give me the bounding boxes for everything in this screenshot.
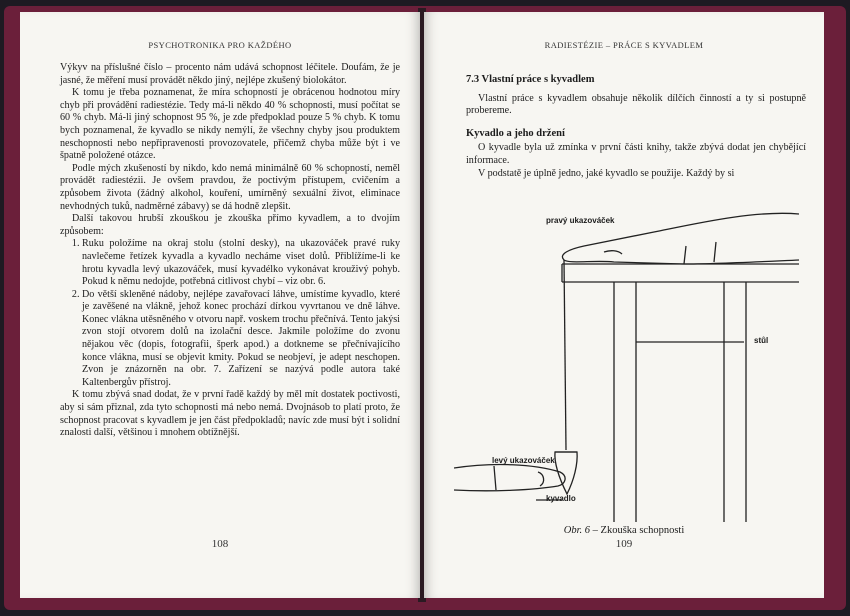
caption-text: – Zkouška schopnosti — [592, 525, 685, 536]
section-title: 7.3 Vlastní práce s kyvadlem — [466, 74, 595, 85]
list-item: 2. Do větší skleněné nádoby, nejlépe zavařovací láhve, umístíme kyvadlo, které je zavěšené na vlákně, jehož konec prochází dírkou vyvrtanou ve dně láhve. Konec vlákna utěsněného v otvoru např. voskem trochu přečnívá. Tento jakýsi zvon stojí otvorem dolů na izolační desce. Jakmile položíme do zvonu nějakou věc (dopis, fotografii, šperk apod.) a dotkneme se přečnívajícího konce vlákna, musí se objevit kmity. Pokud se neobjeví, je adept neschopen. Zvon je znázorněn na obr. 7. Zařízení se nazývá podle autora také Kaltenbergův přístroj. — [82, 289, 400, 390]
left-hand-finger — [454, 465, 565, 491]
pendulum-string — [564, 260, 566, 450]
paragraph: Vlastní práce s kyvadlem obsahuje několik dílčích činností a ty si postupně probereme. — [466, 92, 806, 117]
left-page-text — [60, 62, 400, 440]
right-page — [424, 12, 824, 598]
numbered-list — [60, 238, 400, 389]
page-number-left: 108 — [211, 538, 229, 550]
paragraph: O kyvadle byla už zmínka v první části knihy, takže zbývá dodat jen chybějící informace. — [466, 142, 806, 166]
right-page-text — [466, 74, 806, 180]
label-pendulum: kyvadlo — [546, 494, 576, 503]
paragraph: Podle mých zkušeností by nikdo, kdo nemá minimálně 60 % schopností, neměl provádět radiestézii. Je ovšem pravdou, že poctivým přístupem, cvičením a způsobem života (žádný alkohol, kouření, umírněný sexuální život, eliminace nevhodných tuků, nadměrné zábavy) se dá hodně zlepšit. — [60, 162, 400, 212]
figure-pendulum-test — [454, 202, 799, 532]
label-table: stůl — [754, 336, 769, 345]
list-item: 1. Ruku položíme na okraj stolu (stolní desky), na ukazováček pravé ruky navlečeme řetízek kyvadla a kyvadlo necháme viset dolů. Přiblížíme-li ke hrotu kyvadla levý ukazováček, musí kyvadélko vykonávat krouživý pohyb. Pokud k němu nedojde, potřebná citlivost chybí – viz obr. 6. — [82, 238, 400, 288]
paragraph: Výkyv na příslušné číslo – procento nám udává schopnost léčitele. Doufám, že je jasné, že měření musí provádět někdo jiný, nejlépe zkušený biolokátor. — [60, 62, 400, 86]
paragraph: K tomu je třeba poznamenat, že míra schopností je obrácenou hodnotou míry chyb při provádění radiestézie. Tedy má-li někdo 40 % schopnosti, musí počítat se 60 % chyb. Má-li jiný schopnost 95 %, je zde předpoklad pouze 5 % chyb. K tomu bych poznamenal, že kyvadlo se nikdy nemýlí, že všechny chyby jsou produktem neschopnosti nebo nepřipravenosti provozovatele, přičemž chyba může být i ve špatně položené otázce. — [60, 87, 400, 162]
figure-caption — [424, 525, 824, 536]
left-page — [20, 12, 420, 598]
label-right-finger: pravý ukazováček — [546, 216, 615, 225]
paragraph: Další takovou hrubší zkouškou je zkouška přímo kyvadlem, a to dvojím způsobem: — [60, 213, 400, 237]
pendulum-illustration — [454, 202, 799, 532]
label-left-finger: levý ukazováček — [492, 456, 555, 465]
running-head-right: RADIESTÉZIE – PRÁCE S KYVADLEM — [544, 40, 704, 50]
running-head-left: PSYCHOTRONIKA PRO KAŽDÉHO — [148, 40, 292, 50]
paragraph: V podstatě je úplně jedno, jaké kyvadlo se použije. Každý by si — [478, 167, 735, 179]
paragraph: K tomu zbývá snad dodat, že v první řadě každý by měl mít dostatek poctivosti, aby si sám přiznal, zda tyto schopnosti má nebo nemá. Dvojnásob to platí proto, že schopnost pracovat s kyvadlem je jen část předpokladů; navíc zde musí být i solidní znalosti další, většinou i mnohem obtížnější. — [60, 389, 400, 439]
page-number-right: 109 — [615, 538, 633, 550]
caption-ref: Obr. 6 — [563, 525, 591, 536]
subsection-title: Kyvadlo a jeho držení — [466, 127, 565, 139]
pendulum-bob — [555, 452, 577, 494]
